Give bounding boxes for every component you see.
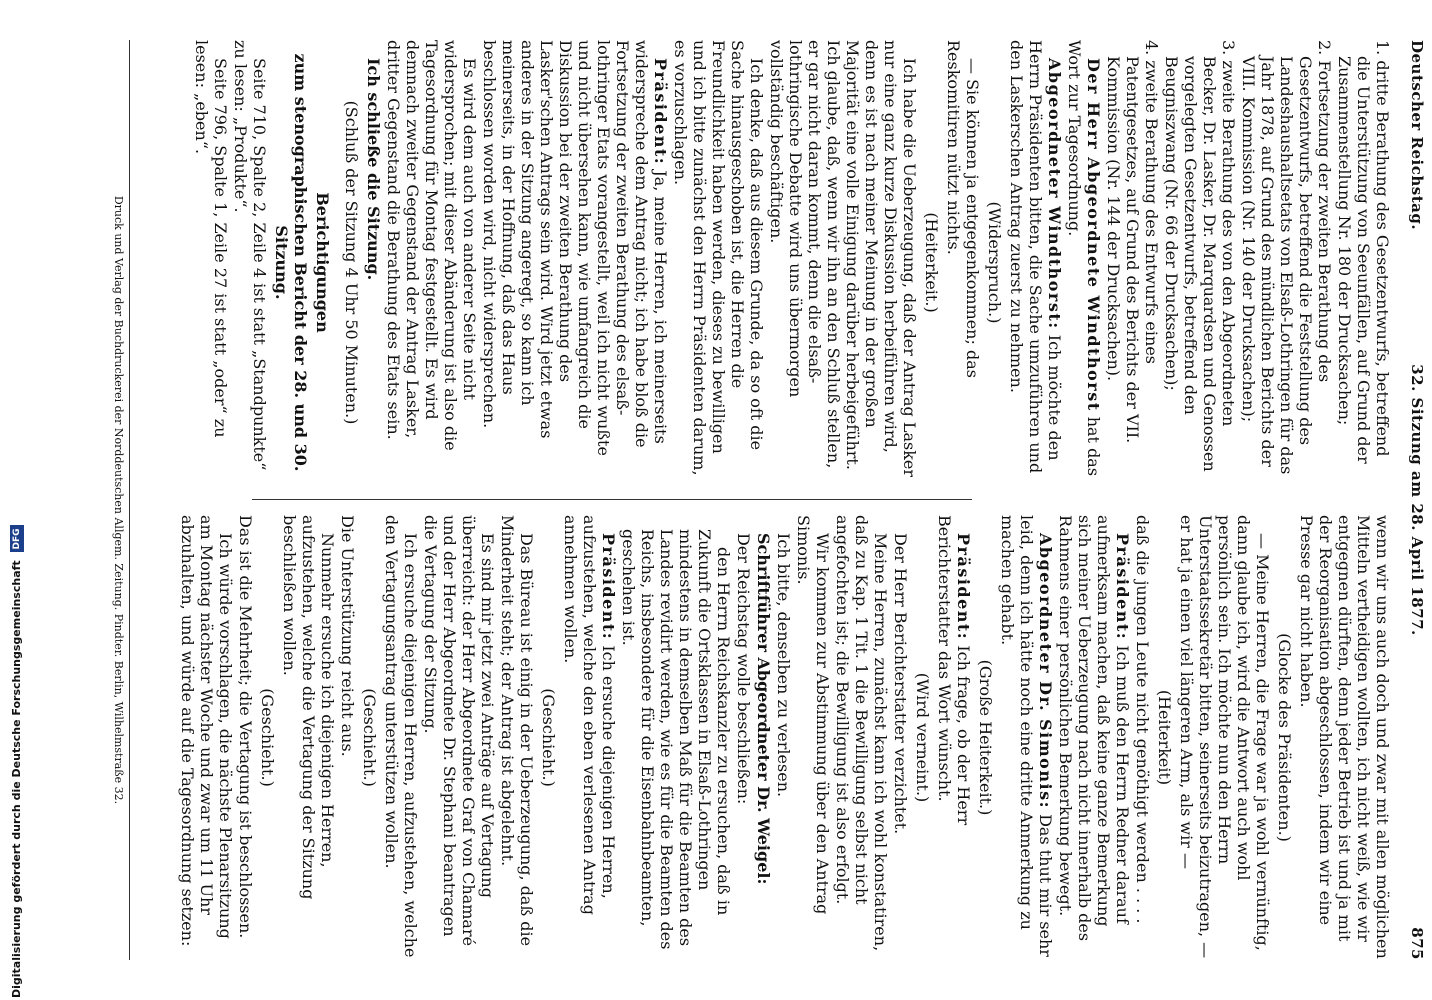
paragraph: — Meine Herren, die Frage war ja wohl vernünftig, dann glaube ich, wird die Antwort auch wohl persönlich sein. Ich möchte nun den Herrn Unterstaatssekretär bitten, seinerseits beizutragen, — er hat ja einen viel längeren Arm, als wir —: [1177, 515, 1272, 959]
paragraph: Die Unterstützung reicht aus.: [338, 515, 357, 757]
stage-direction: (Schluß der Sitzung 4 Uhr 50 Minuten.): [342, 100, 361, 425]
paragraph: Präsident: Ich muß den Herrn Redner darauf aufmerksam machen, daß keine ganze Bemerkung sich meiner Ueberzeugung nach nicht innerhalb des Rahmens einer persönlichen Bemerkung bewegt.: [1056, 515, 1132, 942]
paragraph: Abgeordneter Windthorst: Ich möchte den Herrn Präsidenten bitten, die Sache umzuführen und den Laskerschen Antrag zuerst zu nehmen.: [1007, 40, 1064, 474]
stage-direction: (Heiterkeit.): [922, 212, 941, 313]
paragraph: daß die jungen Leute nicht genöthigt werden . . . .: [1133, 515, 1152, 924]
column-left: [132, 515, 1392, 960]
paragraph: Wir kommen zur Abstimmung über den Antrag Simonis.: [794, 515, 832, 915]
paragraph: Das Büreau ist einig in der Ueberzeugung, daß die Minderheit steht; der Antrag ist abgelehnt.: [498, 515, 536, 947]
agenda-item: 2. Fortsetzung der zweiten Berathung des Gesetzentwurfs, betreffend die Feststellung des Landeshaushaltsetats von Elsaß-Lothringen für das Jahr 1878, auf Grund des mündlichen Berichts der VIII. Kommission (Nr. 140 der Drucksachen);: [1239, 40, 1334, 475]
stage-direction: (Wird verneint.): [913, 672, 932, 803]
session-title: 32. Sitzung am 28. April 1877.: [1408, 364, 1426, 636]
correction: Seite 710, Spalte 2, Zeile 4 ist statt „Standpunkte“ zu lesen: „Produkte“.: [231, 40, 269, 471]
paragraph: Es sind mir jetzt zwei Anträge auf Vertagung überreicht: der Herr Abgeordnete Graf von Chamaré und der Herr Abgeordnete Dr. Stephani beantragen die Vertagung der Sitzung.: [421, 515, 497, 947]
page-body: [102, 40, 1426, 960]
paragraph: Präsident: Ja, meine Herren, ich meinerseits widerspreche dem Antrag nicht; ich habe bloß die Fortsetzung der zweiten Berathung des elsaß-lothringer Etats vorangestellt, weil ich nicht wußte und nicht übersehen kann, wie umfangreich die Diskussion bei der zweiten Berathung des Lasker'schen Antrags sein wird. Wird jetzt etwas anderes in der Sitzung angeregt, so kann ich meinerseits, in der Hoffnung, daß das Haus beschlossen worden wird, nicht widersprechen.: [480, 40, 670, 456]
paragraph: Ich würde vorschlagen, die nächste Plenarsitzung am Montag nächster Woche und zwar um 11 Uhr abzuhalten, und würde auf die Tagesordnung setzen:: [178, 515, 235, 947]
correction: Seite 796, Spalte 1, Zeile 27 ist statt „oder“ zu lesen: „eben“.: [192, 40, 230, 438]
agenda-item: 3. zweite Berathung des von den Abgeordneten Becker, Dr. Lasker, Dr. Marquardsen und Genossen vorgelegten Gesetzentwurfs, betreffend den Beugniszwang (Nr. 66 der Drucksachen);: [1162, 40, 1238, 472]
digitization-text: Digitalisierung gefördert durch die Deutsche Forschungsgemeinschaft: [10, 560, 23, 998]
paragraph: Ich schließe die Sitzung.: [364, 58, 383, 281]
motion-text: den Herrn Reichskanzler zu ersuchen, daß in Zukunft die Ortsklassen in Elsaß-Lothringen mindestens in demselben Maß für die Beamten des Landes revidirt werden, wie es für die Beamten des Reichs, insbesondere für die Eisenbahnbeamten, geschehen ist.: [619, 529, 733, 950]
paragraph: Ich ersuche diejenigen Herren, aufzustehen, welche den Vertagungsantrag unterstützen wollen.: [382, 515, 420, 958]
paragraph: Es wird dem auch von anderer Seite nicht widersprochen; mit dieser Abänderung ist also die Tagesordnung für Montag festgestellt. Es wird demnach zweiter Gegenstand der Antrag Lasker, dritter Gegenstand die Berathung des Etats sein.: [384, 40, 479, 451]
agenda-item: 1. dritte Berathung des Gesetzentwurfs, betreffend die Unterstützung von Seeunfällen, auf Grund der Zusammenstellung Nr. 180 der Drucksachen;: [1335, 40, 1392, 464]
paragraph: Präsident: Ich frage, ob der Herr Berichterstatter das Wort wünscht.: [935, 515, 973, 826]
stage-direction: (Geschieht.): [258, 688, 277, 787]
stage-direction: (Geschieht.): [539, 688, 558, 787]
column-divider: [252, 499, 972, 500]
page-number: 875: [1408, 927, 1426, 960]
paragraph: — Sie können ja entgegenkommen; das Reskomitiren nützt nichts.: [944, 40, 982, 378]
paragraph: Ich denke, daß aus diesem Grunde, da so oft die Sache hinausgeschoben ist, die Herren die Freundlichkeit haben werden, dieses zu bewilligen und ich bitte zunächst den Herrn Präsidenten darum, es vorzuschlagen.: [671, 40, 766, 476]
corrections-title: Berichtigungen: [313, 192, 332, 333]
paragraph: Schriftführer Abgeordneter Dr. Weigel:: [754, 533, 773, 885]
paragraph: Ich habe die Ueberzeugung, daß der Antrag Lasker nur eine ganz kurze Diskussion herbeiführen wird, denn es ist nach meiner Meinung in der großen Majorität eine volle Einigung darüber herbeigeführt. Ich glaube, daß, wenn wir ihn an den Schluß stellen, er gar nicht daran kommt, denn die elsaß-lothringische Debatte wird uns übermorgen vollständig beschäftigen.: [767, 40, 919, 477]
dfg-logo: DFG: [10, 525, 24, 552]
corrections-subtitle: zum stenographischen Bericht der 28. und 30. Sitzung.: [272, 53, 310, 472]
imprint: Druck und Verlag der Buchdruckerei der Norddeutschen Allgem. Zeitung. Pindter. Berlin, Wilhelmstraße 32.: [112, 40, 130, 960]
stage-direction: (Widerspruch.): [985, 201, 1004, 324]
agenda-item: 4. zweite Berathung des Entwurfs eines Patentgesetzes, auf Grund des Berichts der VII. Kommission (Nr. 144 der Drucksachen).: [1104, 40, 1161, 444]
paragraph: Ich bitte, denselben zu verlesen.: [774, 533, 793, 798]
paragraph: Das ist die Mehrheit; die Vertagung ist beschlossen.: [236, 515, 255, 939]
page-header: [1402, 40, 1426, 960]
paragraph: Der Reichstag wolle beschließen:: [734, 533, 753, 805]
stage-direction: (Glocke des Präsidenten.): [1275, 633, 1294, 842]
stage-direction: (Große Heiterkeit.): [976, 659, 995, 816]
paragraph: Der Herr Berichterstatter verzichtet.: [891, 533, 910, 835]
paragraph: Der Herr Abgeordnete Windthorst hat das Wort zur Tagesordnung.: [1065, 40, 1103, 477]
paragraph: Meine Herren, zunächst kann ich wohl konstatiren, daß zu Kap. 1 Tit. 1 die Bewilligung selbst nicht angefochten ist; die Bewilligung ist also erfolgt.: [833, 515, 890, 952]
stage-direction: (Geschieht.): [360, 688, 379, 787]
digitization-note: [8, 528, 26, 998]
paragraph: Präsident: Ich ersuche diejenigen Herren, aufzustehen, welche den eben verlesenen Antrag annehmen wollen.: [561, 515, 618, 915]
stage-direction: (Heiterkeit): [1155, 689, 1174, 786]
column-right: [132, 40, 1392, 485]
paragraph: wenn wir uns auch doch und zwar mit allen möglichen Mitteln vertheidigen wollten, ich nicht weiß, wie wir entgegnen dürften, denn jeder Betrieb ist und ja mit der Reorganisation abgeschlossen, indem wir eine Presse gar nicht haben.: [1297, 515, 1392, 959]
paragraph: Nunmehr ersuche ich diejenigen Herren, aufzustehen, welche die Vertagung der Sitzung beschließen wollen.: [280, 515, 337, 900]
publication-title: Deutscher Reichstag.: [1408, 40, 1426, 231]
paragraph: Abgeordneter Dr. Simonis: Das thut mir sehr leid, denn ich hätte noch eine dritte Anmerkung zu machen gehabt.: [998, 515, 1055, 957]
